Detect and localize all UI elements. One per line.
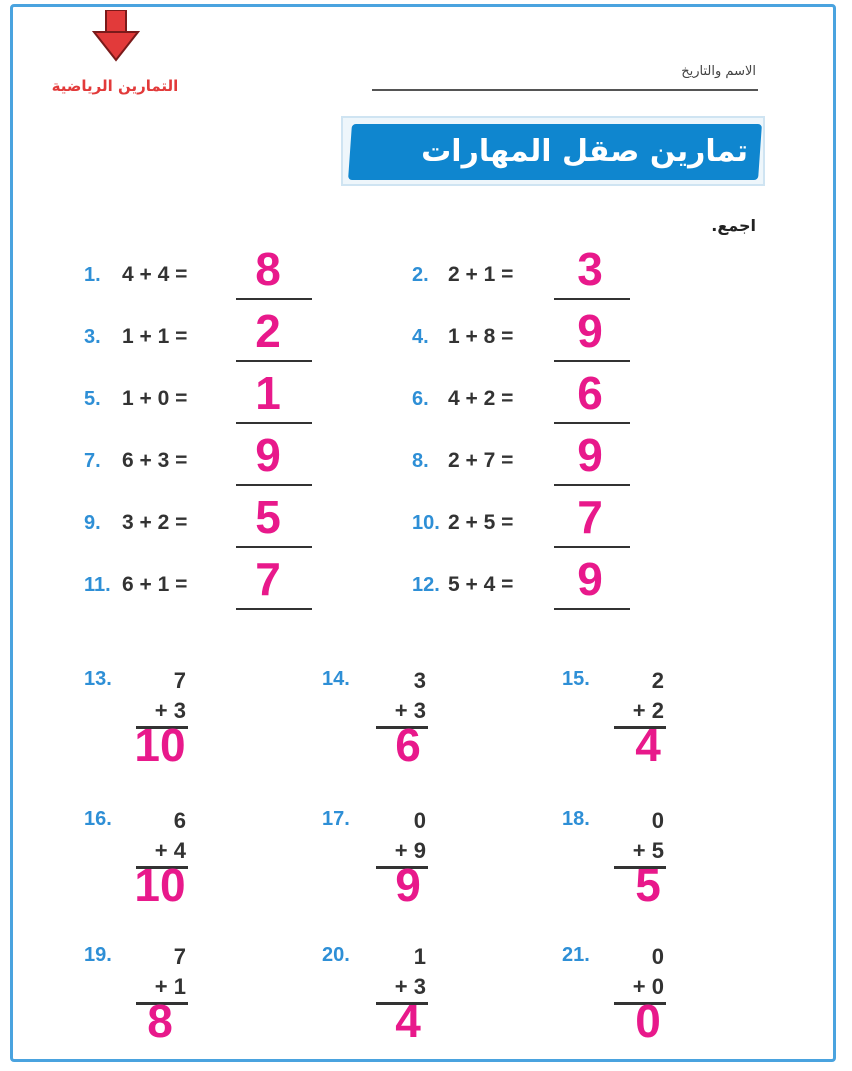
problem-number: 9. bbox=[84, 512, 101, 534]
corner-label: التمارين الرياضية bbox=[51, 77, 179, 95]
answer-underline bbox=[236, 546, 312, 548]
problem-answer: 8 bbox=[255, 243, 281, 295]
name-date-line bbox=[372, 89, 758, 91]
problem-bottom-addend: + 4 bbox=[154, 838, 186, 863]
problem-answer: 9 bbox=[577, 429, 603, 481]
problem-answer: 10 bbox=[134, 859, 186, 911]
problem-expression: 3 + 2 = bbox=[122, 511, 188, 534]
problem-top-addend: 2 bbox=[651, 668, 664, 693]
problem-number: 4. bbox=[412, 326, 429, 348]
problem-expression: 6 + 1 = bbox=[122, 573, 188, 596]
page-title: تمارين صقل المهارات bbox=[421, 134, 748, 169]
problem-answer: 7 bbox=[577, 491, 603, 543]
problem-number: 19. bbox=[84, 944, 112, 966]
red-down-arrow-icon bbox=[92, 10, 140, 62]
problem-expression: 5 + 4 = bbox=[448, 573, 514, 596]
answer-underline bbox=[554, 484, 630, 486]
answer-underline bbox=[236, 360, 312, 362]
problem-answer: 9 bbox=[577, 305, 603, 357]
problem-number: 11. bbox=[84, 574, 111, 596]
problem-top-addend: 7 bbox=[173, 944, 186, 969]
problem-number: 7. bbox=[84, 450, 101, 472]
answer-underline bbox=[236, 608, 312, 610]
problem-number: 17. bbox=[322, 808, 350, 830]
problem-top-addend: 0 bbox=[413, 808, 426, 833]
problem-answer: 9 bbox=[395, 859, 421, 911]
problem-expression: 4 + 4 = bbox=[122, 263, 188, 286]
answer-underline bbox=[236, 298, 312, 300]
name-date-label: الاسم والتاريخ bbox=[681, 64, 756, 79]
problem-top-addend: 0 bbox=[651, 944, 664, 969]
problem-answer: 2 bbox=[255, 305, 281, 357]
problem-number: 16. bbox=[84, 808, 112, 830]
side-copyright-strip bbox=[792, 760, 812, 1020]
answer-underline bbox=[554, 298, 630, 300]
problem-number: 15. bbox=[562, 668, 590, 690]
problem-top-addend: 3 bbox=[413, 668, 426, 693]
problem-answer: 9 bbox=[577, 553, 603, 605]
problem-number: 18. bbox=[562, 808, 590, 830]
problem-answer: 0 bbox=[635, 995, 661, 1047]
problem-top-addend: 7 bbox=[173, 668, 186, 693]
problem-bottom-addend: + 3 bbox=[394, 974, 426, 999]
problem-bottom-addend: + 3 bbox=[154, 698, 186, 723]
problem-number: 1. bbox=[84, 264, 101, 286]
problem-number: 6. bbox=[412, 388, 429, 410]
problem-expression: 1 + 0 = bbox=[122, 387, 188, 410]
problem-bottom-addend: + 1 bbox=[154, 974, 186, 999]
problem-answer: 6 bbox=[577, 367, 603, 419]
problem-expression: 4 + 2 = bbox=[448, 387, 514, 410]
problem-number: 14. bbox=[322, 668, 350, 690]
problem-number: 13. bbox=[84, 668, 112, 690]
problem-expression: 1 + 8 = bbox=[448, 325, 514, 348]
problem-answer: 7 bbox=[255, 553, 281, 605]
problem-expression: 2 + 7 = bbox=[448, 449, 514, 472]
problem-number: 2. bbox=[412, 264, 429, 286]
problem-bottom-addend: + 0 bbox=[632, 974, 664, 999]
instruction-text: اجمع. bbox=[711, 216, 756, 235]
problem-answer: 4 bbox=[395, 995, 421, 1047]
problem-answer: 6 bbox=[395, 719, 421, 771]
answer-underline bbox=[554, 546, 630, 548]
problem-bottom-addend: + 9 bbox=[394, 838, 426, 863]
problem-number: 12. bbox=[412, 574, 440, 596]
answer-underline bbox=[554, 360, 630, 362]
problem-answer: 8 bbox=[147, 995, 173, 1047]
problem-top-addend: 1 bbox=[413, 944, 426, 969]
problem-number: 3. bbox=[84, 326, 101, 348]
problem-number: 10. bbox=[412, 512, 440, 534]
problem-top-addend: 0 bbox=[651, 808, 664, 833]
problem-answer: 5 bbox=[255, 491, 281, 543]
problem-expression: 6 + 3 = bbox=[122, 449, 188, 472]
answer-underline bbox=[236, 484, 312, 486]
problem-bottom-addend: + 5 bbox=[632, 838, 664, 863]
problem-answer: 5 bbox=[635, 859, 661, 911]
problem-bottom-addend: + 2 bbox=[632, 698, 664, 723]
problem-number: 8. bbox=[412, 450, 429, 472]
answer-underline bbox=[554, 608, 630, 610]
problem-answer: 4 bbox=[635, 719, 661, 771]
problem-number: 20. bbox=[322, 944, 350, 966]
problem-number: 21. bbox=[562, 944, 590, 966]
problem-answer: 1 bbox=[255, 367, 281, 419]
answer-underline bbox=[554, 422, 630, 424]
problem-top-addend: 6 bbox=[173, 808, 186, 833]
problem-number: 5. bbox=[84, 388, 101, 410]
problem-expression: 2 + 1 = bbox=[448, 263, 514, 286]
problem-expression: 1 + 1 = bbox=[122, 325, 188, 348]
problem-bottom-addend: + 3 bbox=[394, 698, 426, 723]
answer-underline bbox=[236, 422, 312, 424]
problem-expression: 2 + 5 = bbox=[448, 511, 514, 534]
problem-answer: 10 bbox=[134, 719, 186, 771]
problem-answer: 3 bbox=[577, 243, 603, 295]
problem-answer: 9 bbox=[255, 429, 281, 481]
